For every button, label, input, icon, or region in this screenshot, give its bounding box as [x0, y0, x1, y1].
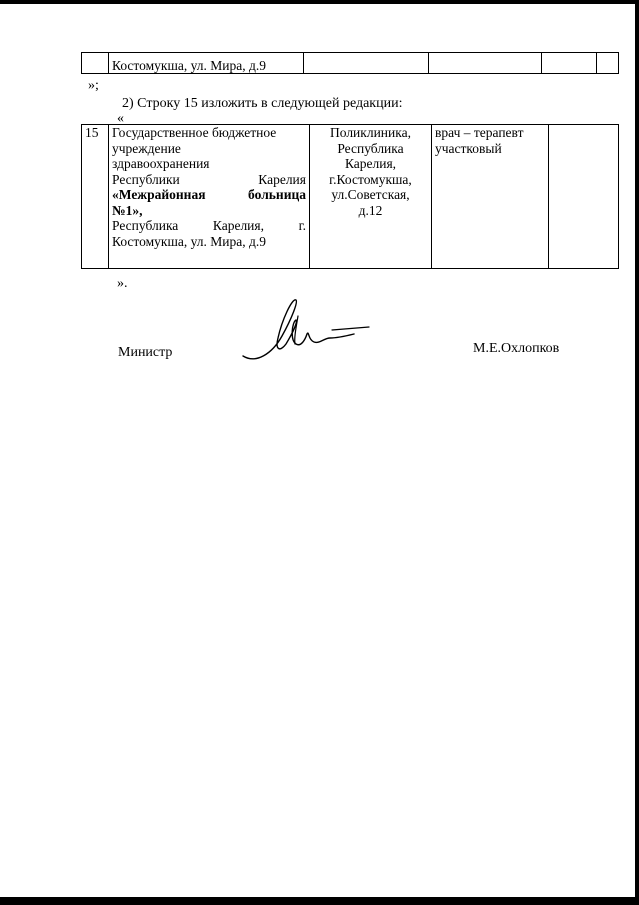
closing-quote-semicolon: »;	[88, 78, 99, 93]
cell-extra-2	[597, 53, 619, 74]
cell-position	[432, 125, 549, 269]
position-line: врач – терапевт	[435, 125, 524, 140]
handwritten-signature	[238, 294, 373, 366]
instruction-text: 2) Строку 15 изложить в следующей редакции:	[122, 96, 403, 111]
signatory-name: М.Е.Охлопков	[473, 341, 560, 356]
org-line: Государственное бюджетное	[112, 125, 277, 140]
table-row	[82, 125, 619, 269]
org-line: здравоохранения	[112, 156, 210, 171]
cell-org-tail: Костомукша, ул. Мира, д.9	[109, 53, 304, 74]
org-line: Костомукша, ул. Мира, д.9	[112, 233, 266, 249]
place-line: Республика	[337, 140, 404, 156]
place-line: ул.Советская,	[331, 187, 410, 202]
cell-extra	[549, 125, 619, 269]
place-line: Поликлиника,	[330, 125, 411, 140]
place-line: г.Костомукша,	[329, 171, 412, 187]
org-name-bold: «Межрайонная больница	[112, 187, 306, 202]
scan-edge-top	[0, 0, 639, 4]
org-name-bold: №1»,	[112, 202, 143, 218]
cell-position	[429, 53, 542, 74]
cell-place	[310, 125, 432, 269]
scan-edge-right	[635, 0, 639, 905]
previous-row-table	[81, 52, 619, 74]
cell-place	[304, 53, 429, 74]
opening-quote: «	[117, 111, 124, 126]
scan-edge-bottom	[0, 897, 639, 905]
row-15-table	[81, 124, 619, 269]
org-line: учреждение	[112, 140, 181, 156]
org-line: Республика Карелия, г.	[112, 218, 306, 233]
org-line: Республики Карелия	[112, 171, 306, 187]
place-line: д.12	[358, 202, 383, 218]
cell-number	[82, 53, 109, 74]
cell-extra-1	[542, 53, 597, 74]
closing-quote-period: ».	[117, 276, 128, 291]
cell-number: 15	[82, 125, 109, 269]
position-line: участковый	[435, 140, 502, 156]
place-line: Карелия,	[344, 156, 397, 171]
signatory-title: Министр	[118, 345, 173, 360]
cell-organization	[109, 125, 310, 269]
table-row	[82, 53, 619, 74]
